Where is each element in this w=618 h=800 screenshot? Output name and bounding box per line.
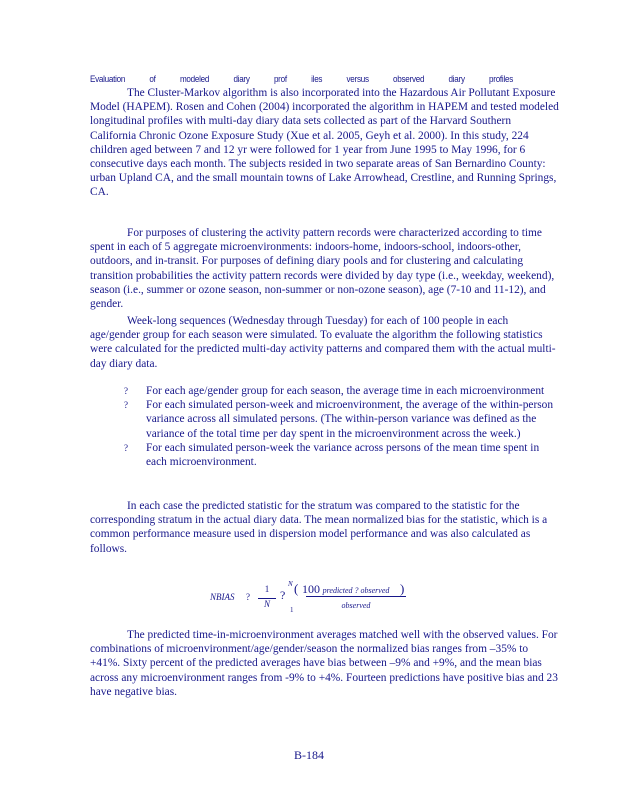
header-word: Evaluation [90, 74, 126, 84]
paragraph-normalized-bias: In each case the predicted statistic for the stratum was compared to the statistic for the corresponding stratum in the actual diary data. The mean normalized bias for the statistic, which is a common performance measure used in dispersion model performance and was also calculated as follows. [90, 500, 548, 555]
paragraph-cluster-markov: The Cluster-Markov algorithm is also incorporated into the Hazardous Air Pollutant Exposure Model (HAPEM). Rosen and Cohen (2004) incorporated the algorithm in HAPEM and tested modeled longitudinal profiles with multi-day diary data sets collected as part of the Harvard Southern California Chronic Ozone Exposure Study (Xue et al. 2005, Geyh et al. 2000). In this study, 224 children aged between 7 and 12 yr were followed for 1 year from June 1995 to May 1996, for 6 consecutive days each month. The subjects resided in two separate areas of San Bernardino County: urban Upland CA, and the small mountain towns of Lake Arrowhead, Crestline, and Running Springs, CA. [90, 87, 559, 199]
header-word: profiles [489, 74, 513, 84]
formula-sum-sign: ? [280, 588, 286, 602]
bullet-item [124, 441, 554, 469]
header-word: of [149, 74, 156, 84]
formula-denominator: observed [341, 601, 371, 610]
paragraph-clustering-purposes: For purposes of clustering the activity pattern records were characterized according to time spent in each of 5 aggregate microenvironments: indoors-home, indoors-school, indoors-other, outdoors, and in-transit. For purposes of defining diary pools and for clustering and calculating transition probabilities the activity pattern records were divided by day type (i.e., weekday, weekend), season (i.e., summer or ozone season, non-summer or non-ozone season), age (7-10 and 11-12), and gender. [90, 227, 555, 311]
page-number: B-184 [294, 748, 324, 762]
header-word: prof [273, 74, 287, 84]
formula-fraction-denominator: N [263, 599, 270, 609]
formula-factor: 100 [302, 582, 320, 596]
nbias-formula [210, 582, 430, 614]
bullet-marker: ? [124, 442, 128, 453]
header-word: versus [346, 74, 369, 84]
formula-sum-upper: N [288, 580, 293, 588]
formula-equals: ? [246, 592, 250, 602]
formula-fraction-numerator: 1 [258, 584, 276, 599]
header-word: modeled [179, 74, 210, 84]
header-word: iles [311, 74, 323, 84]
bullet-item [124, 384, 554, 398]
running-header [90, 74, 513, 84]
formula-sum-lower: 1 [290, 606, 294, 614]
paragraph-week-long-sequences: Week-long sequences (Wednesday through Tuesday) for each of 100 people in each age/gender group for each season were simulated. To evaluate the algorithm the following statistics were calculated for the predicted multi-day activity patterns and compared them with the actual multi-day diary data. [90, 315, 556, 370]
header-word: observed [393, 74, 425, 84]
header-word: diary [233, 74, 250, 84]
statistics-bullet-list [124, 384, 554, 469]
bullet-item [124, 398, 554, 441]
formula-right-paren: ) [400, 581, 405, 596]
formula-left-paren: ( [294, 581, 299, 596]
bullet-marker: ? [124, 386, 128, 396]
bullet-text: For each age/gender group for each season, the average time in each microenvironment [146, 385, 545, 397]
bullet-marker: ? [124, 400, 128, 411]
header-word: diary [448, 74, 465, 84]
paragraph-results: The predicted time-in-microenvironment averages matched well with the observed values. For combinations of microenvironment/age/gender/season the normalized bias ranges from –35% to +41%. Sixty percent of the predicted averages have bias between –9% and +9%, and the mean bias across any microenvironment ranges from -9% to +4%. Fourteen predictions have positive bias and 23 have negative bias. [90, 629, 558, 698]
formula-one-over-n [258, 584, 276, 609]
formula-numerator: predicted ? observed [306, 586, 406, 597]
bullet-text: For each simulated person-week the variance across persons of the mean time spent in each microenvironment. [146, 441, 540, 469]
bullet-text: For each simulated person-week and microenvironment, the average of the within-person variance across all simulated persons. (The within-person variance was defined as the variance of the total time per day spent in the microenvironment across the week.) [146, 399, 554, 440]
formula-lhs: NBIAS [210, 592, 235, 602]
